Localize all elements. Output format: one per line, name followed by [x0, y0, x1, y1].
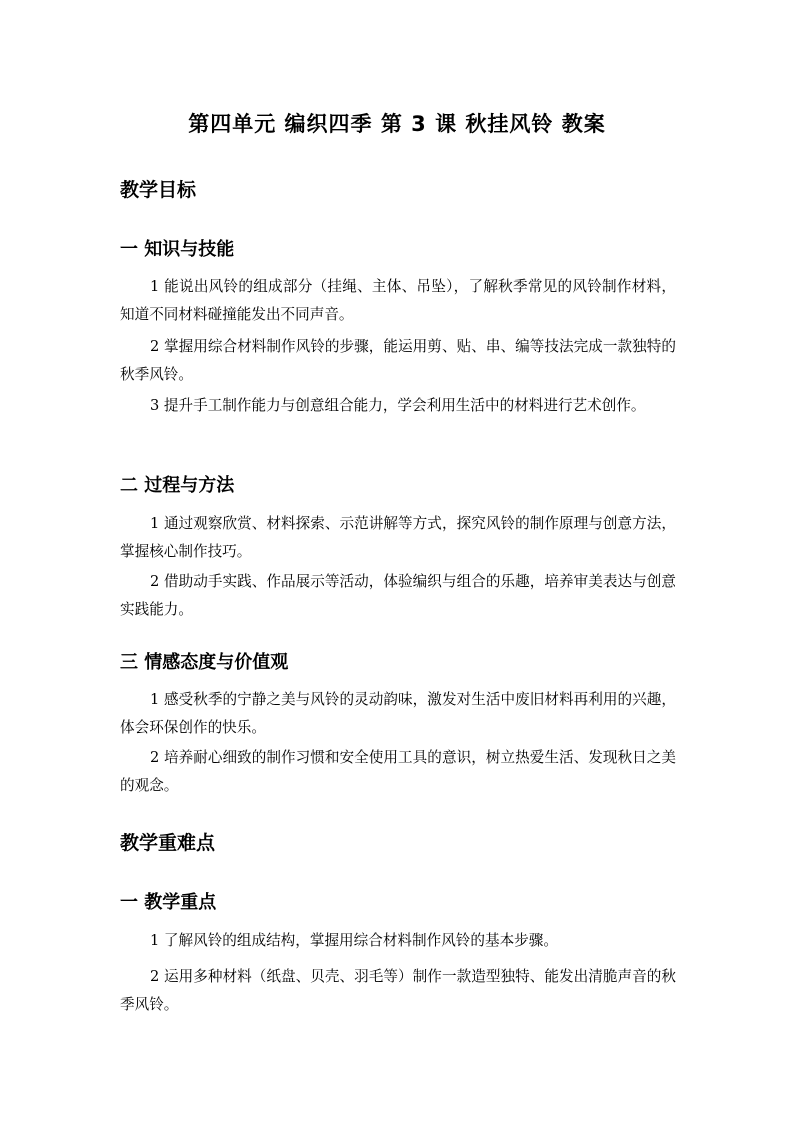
- paragraph: 2 借助动手实践、作品展示等活动，体验编织与组合的乐趣，培养审美表达与创意实践能力。: [120, 573, 676, 618]
- subsection-heading-process-methods: 二 过程与方法: [120, 475, 235, 496]
- paragraph: 1 感受秋季的宁静之美与风铃的灵动韵味，激发对生活中废旧材料再利用的兴趣，体会环保创作的快乐。: [120, 691, 676, 736]
- subsection-heading-knowledge-skills: 一 知识与技能: [120, 239, 235, 260]
- subsection-heading-teaching-focus: 一 教学重点: [120, 892, 217, 913]
- section-heading-key-difficult-points: 教学重难点: [120, 832, 216, 854]
- paragraph: 1 了解风铃的组成结构，掌握用综合材料制作风铃的基本步骤。: [150, 932, 558, 949]
- document-title: 第四单元 编织四季 第 3 课 秋挂风铃 教案: [188, 112, 606, 136]
- paragraph: 2 掌握用综合材料制作风铃的步骤，能运用剪、贴、串、编等技法完成一款独特的秋季风铃。: [120, 338, 676, 383]
- paragraph: 1 通过观察欣赏、材料探索、示范讲解等方式，探究风铃的制作原理与创意方法，掌握核心制作技巧。: [120, 515, 676, 560]
- paragraph: 1 能说出风铃的组成部分（挂绳、主体、吊坠），了解秋季常见的风铃制作材料，知道不同材料碰撞能发出不同声音。: [120, 278, 676, 323]
- section-heading-teaching-goals: 教学目标: [120, 179, 197, 201]
- paragraph: 2 培养耐心细致的制作习惯和安全使用工具的意识，树立热爱生活、发现秋日之美的观念。: [120, 749, 676, 794]
- subsection-heading-emotion-values: 三 情感态度与价值观: [120, 652, 289, 673]
- paragraph: 3 提升手工制作能力与创意组合能力，学会利用生活中的材料进行艺术创作。: [150, 397, 646, 414]
- paragraph: 2 运用多种材料（纸盘、贝壳、羽毛等）制作一款造型独特、能发出清脆声音的秋季风铃。: [120, 968, 676, 1013]
